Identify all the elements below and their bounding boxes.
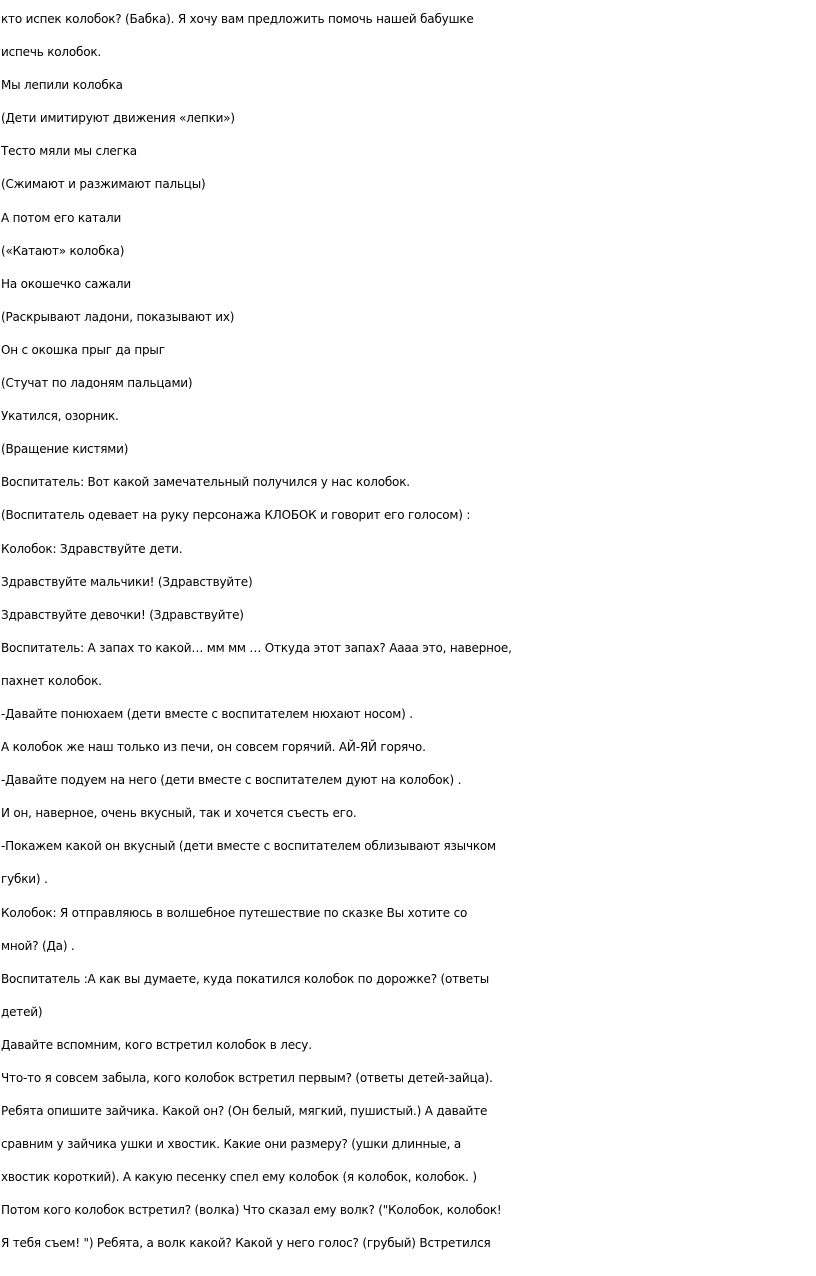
text-line: Что-то я совсем забыла, кого колобок встретил первым? (ответы детей-зайца). <box>1 1071 493 1085</box>
text-line: А колобок же наш только из печи, он совсем горячий. АЙ-ЯЙ горячо. <box>1 740 426 755</box>
text-line: Колобок: Здравствуйте дети. <box>1 541 183 556</box>
text-line: Ребята опишите зайчика. Какой он? (Он белый, мягкий, пушистый.) А давайте <box>1 1104 488 1119</box>
text-line: (Раскрывают ладони, показывают их) <box>1 309 235 324</box>
text-line: -Давайте понюхаем (дети вместе с воспитателем нюхают носом) . <box>1 706 413 721</box>
text-line: А потом его катали <box>1 210 122 225</box>
text-line: (Стучат по ладоням пальцами) <box>1 376 193 391</box>
text-line: (Воспитатель одевает на руку персонажа КЛОБОК и говорит его голосом) : <box>1 508 471 523</box>
text-line: Здравствуйте девочки! (Здравствуйте) <box>1 607 244 622</box>
text-line: мной? (Да) . <box>1 938 75 953</box>
text-line: детей) <box>1 1004 43 1019</box>
text-line: Воспитатель :А как вы думаете, куда покатился колобок по дорожке? (ответы <box>1 971 490 986</box>
text-line: кто испек колобок? (Бабка). Я хочу вам предложить помочь нашей бабушке <box>1 12 474 26</box>
text-line: Здравствуйте мальчики! (Здравствуйте) <box>1 574 253 589</box>
text-line: Мы лепили колобка <box>1 78 123 93</box>
text-line: На окошечко сажали <box>1 276 131 291</box>
text-line: Я тебя съем! ") Ребята, а волк какой? Какой у него голос? (грубый) Встретился <box>1 1236 491 1251</box>
text-line: Колобок: Я отправляюсь в волшебное путешествие по сказке Вы хотите со <box>1 905 468 920</box>
text-line: испечь колобок. <box>1 45 102 60</box>
text-line: пахнет колобок. <box>1 673 102 688</box>
text-line: И он, наверное, очень вкусный, так и хочется съесть его. <box>1 806 357 821</box>
text-line: губки) . <box>1 872 48 887</box>
text-line: сравним у зайчика ушки и хвостик. Какие они размеру? (ушки длинные, а <box>1 1137 461 1152</box>
text-line: Тесто мяли мы слегка <box>1 144 137 159</box>
text-line: -Покажем какой он вкусный (дети вместе с воспитателем облизывают язычком <box>1 839 496 854</box>
text-line: Воспитатель: Вот какой замечательный получился у нас колобок. <box>1 475 410 490</box>
text-line: -Давайте подуем на него (дети вместе с воспитателем дуют на колобок) . <box>1 773 462 788</box>
text-line: хвостик короткий). А какую песенку спел ему колобок (я колобок, колобок. ) <box>1 1170 477 1185</box>
text-line: (Сжимают и разжимают пальцы) <box>1 177 206 192</box>
text-line: (Дети имитируют движения «лепки») <box>1 111 235 126</box>
text-line: Воспитатель: А запах то какой… мм мм … Откуда этот запах? Аааа это, наверное, <box>1 640 512 655</box>
text-line: Укатился, озорник. <box>1 409 119 424</box>
text-line: Давайте вспомним, кого встретил колобок в лесу. <box>1 1037 312 1052</box>
text-line: (Вращение кистями) <box>1 442 129 457</box>
text-line: («Катают» колобка) <box>1 243 125 258</box>
text-line: Потом кого колобок встретил? (волка) Что сказал ему волк? ("Колобок, колобок! <box>1 1203 502 1218</box>
text-line: Он с окошка прыг да прыг <box>1 342 165 357</box>
